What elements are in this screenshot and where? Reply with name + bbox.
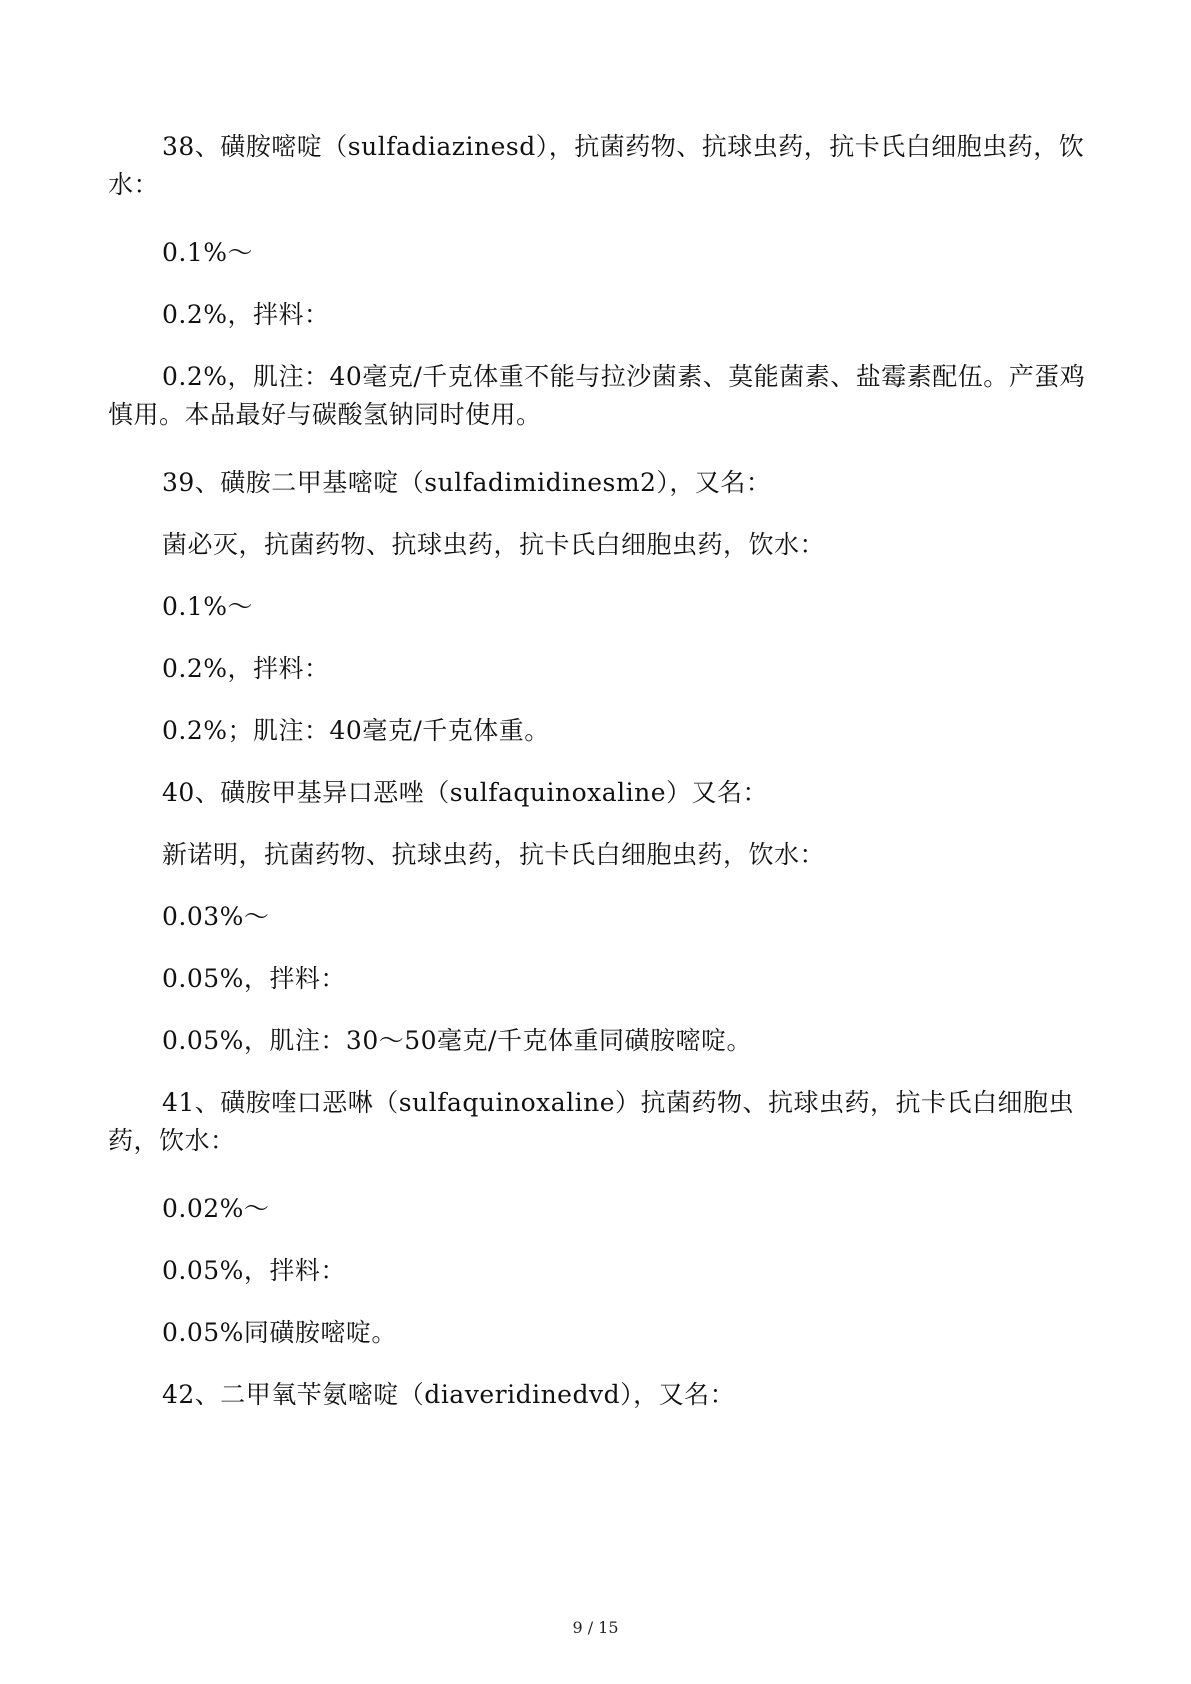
- paragraph-39-feed-dose: 0.2%，拌料：: [162, 654, 330, 683]
- paragraph-40-alias: 新诺明，抗菌药物、抗球虫药，抗卡氏白细胞虫药，饮水：: [162, 840, 826, 869]
- paragraph-39-dose-range: 0.1%～: [162, 592, 254, 621]
- paragraph-38-feed-dose: 0.2%，拌料：: [162, 300, 330, 329]
- paragraph-41-dose-range: 0.02%～: [162, 1194, 270, 1223]
- paragraph-42-diaveridine: 42、二甲氧苄氨嘧啶（diaveridinedvd），又名：: [162, 1380, 736, 1409]
- paragraph-40-dose-range: 0.03%～: [162, 902, 270, 931]
- paragraph-39-sulfadimidine: 39、磺胺二甲基嘧啶（sulfadimidinesm2），又名：: [162, 468, 772, 497]
- paragraph-40-sulfamethoxazole: 40、磺胺甲基异口恶唑（sulfaquinoxaline）又名：: [162, 778, 769, 807]
- paragraph-41-feed-dose: 0.05%，拌料：: [162, 1256, 346, 1285]
- paragraph-41-same-as: 0.05%同磺胺嘧啶。: [162, 1318, 397, 1347]
- paragraph-39-injection-dose: 0.2%；肌注：40毫克/千克体重。: [162, 716, 550, 745]
- paragraph-38-sulfadiazine: 38、磺胺嘧啶（sulfadiazinesd），抗菌药物、抗球虫药，抗卡氏白细胞虫药，饮水：: [108, 132, 1085, 199]
- paragraph-38-injection-dose: 0.2%，肌注：40毫克/千克体重不能与拉沙菌素、莫能菌素、盐霉素配伍。产蛋鸡慎用。本品最好与碳酸氢钠同时使用。: [108, 362, 1086, 429]
- paragraph-40-feed-dose: 0.05%，拌料：: [162, 964, 346, 993]
- page-number: 9 / 15: [572, 1618, 619, 1637]
- paragraph-40-injection-dose: 0.05%，肌注：30～50毫克/千克体重同磺胺嘧啶。: [162, 1026, 752, 1055]
- paragraph-41-sulfaquinoxaline: 41、磺胺喹口恶啉（sulfaquinoxaline）抗菌药物、抗球虫药，抗卡氏白细胞虫药，饮水：: [108, 1088, 1075, 1155]
- paragraph-39-alias: 菌必灭，抗菌药物、抗球虫药，抗卡氏白细胞虫药，饮水：: [162, 530, 826, 559]
- paragraph-38-dose-range: 0.1%～: [162, 238, 254, 267]
